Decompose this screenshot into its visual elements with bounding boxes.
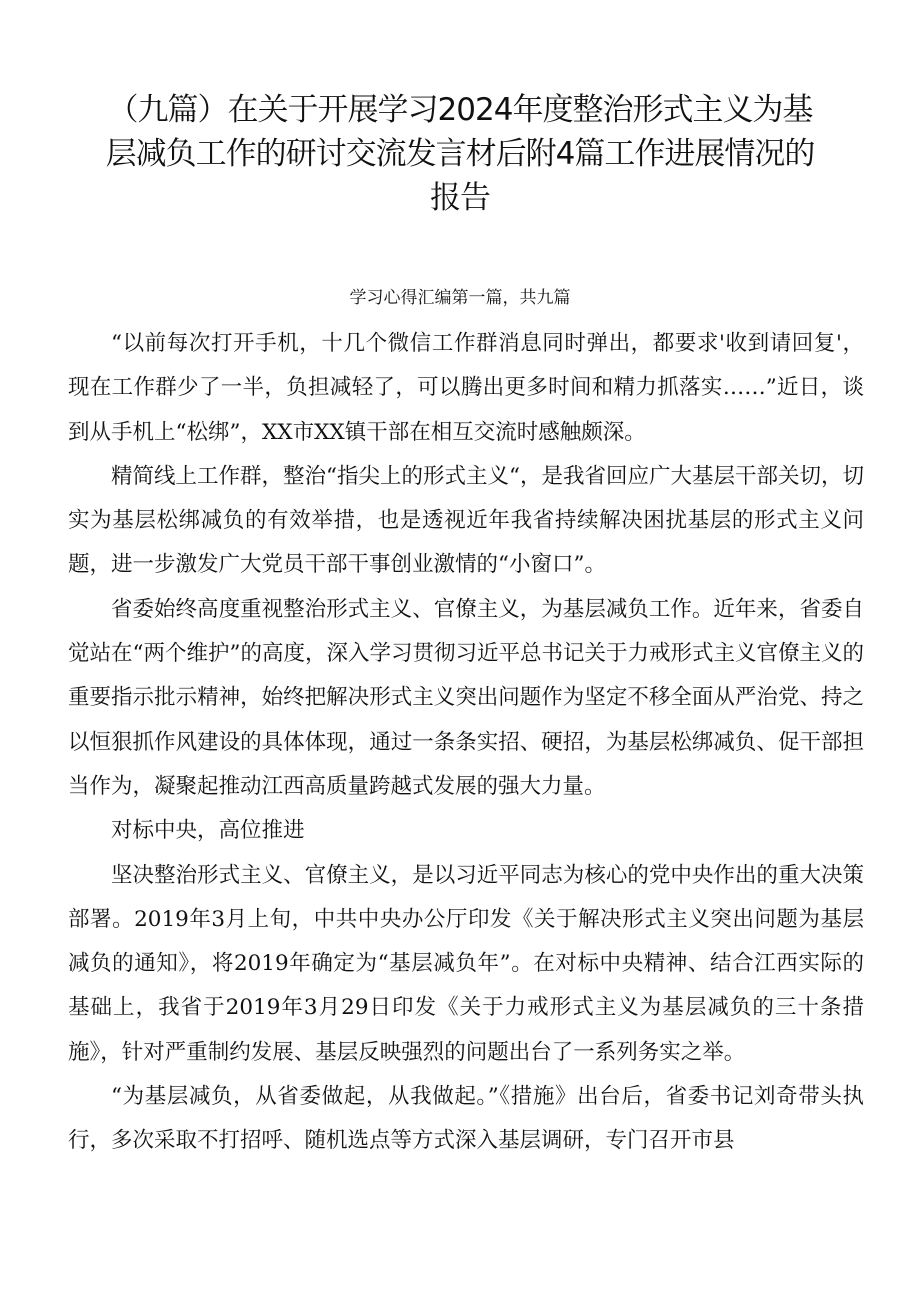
body-paragraph: 精简线上工作群，整治“指尖上的形式主义“，是我省回应广大基层干部关切，切实为基层松绑减负的有效举措，也是透视近年我省持续解决困扰基层的形式主义问题，进一步激发广大党员干部干事创业激情的“小窗口”。 (68, 463, 864, 578)
section-heading: 对标中央，高位推进 (111, 818, 305, 844)
document-title-line: 报告 (430, 180, 490, 216)
document-subtitle: 学习心得汇编第一篇，共九篇 (349, 288, 571, 308)
body-paragraph: 省委始终高度重视整治形式主义、官僚主义，为基层减负工作。近年来，省委自觉站在“两个维护”的高度，深入学习贯彻习近平总书记关于力戒形式主义官僚主义的重要指示批示精神，始终把解决形式主义突出问题作为坚定不移全面从严治党、持之以恒狠抓作风建设的具体体现，通过一条条实招、硬招，为基层松绑减负、促干部担当作为，凝聚起推动江西高质量跨越式发展的强大力量。 (68, 596, 864, 799)
body-paragraph: “为基层减负，从省委做起，从我做起。”《措施》出台后，省委书记刘奇带头执行，多次采取不打招呼、随机选点等方式深入基层调研，专门召开市县 (68, 1084, 864, 1154)
document-title-line: 层减负工作的研讨交流发言材后附4篇工作进展情况的 (105, 136, 815, 172)
document-title-line: （九篇）在关于开展学习2024年度整治形式主义为基 (107, 92, 813, 128)
document-body (68, 322, 864, 1164)
body-paragraph: 坚决整治形式主义、官僚主义，是以习近平同志为核心的党中央作出的重大决策部署。2019年3月上旬，中共中央办公厅印发《关于解决形式主义突出问题为基层减负的通知》，将2019年确定为“基层减负年”。在对标中央精神、结合江西实际的基础上，我省于2019年3月29日印发《关于力戒形式主义为基层减负的三十条措施》，针对严重制约发展、基层反映强烈的问题出台了一系列务实之举。 (68, 862, 864, 1065)
document-title (60, 88, 860, 220)
body-paragraph: “以前每次打开手机，十几个微信工作群消息同时弹出，都要求'收到请回复'，现在工作群少了一半，负担减轻了，可以腾出更多时间和精力抓落实……”近日，谈到从手机上“松绑”，XX市XX镇干部在相互交流时感触颇深。 (68, 331, 864, 445)
